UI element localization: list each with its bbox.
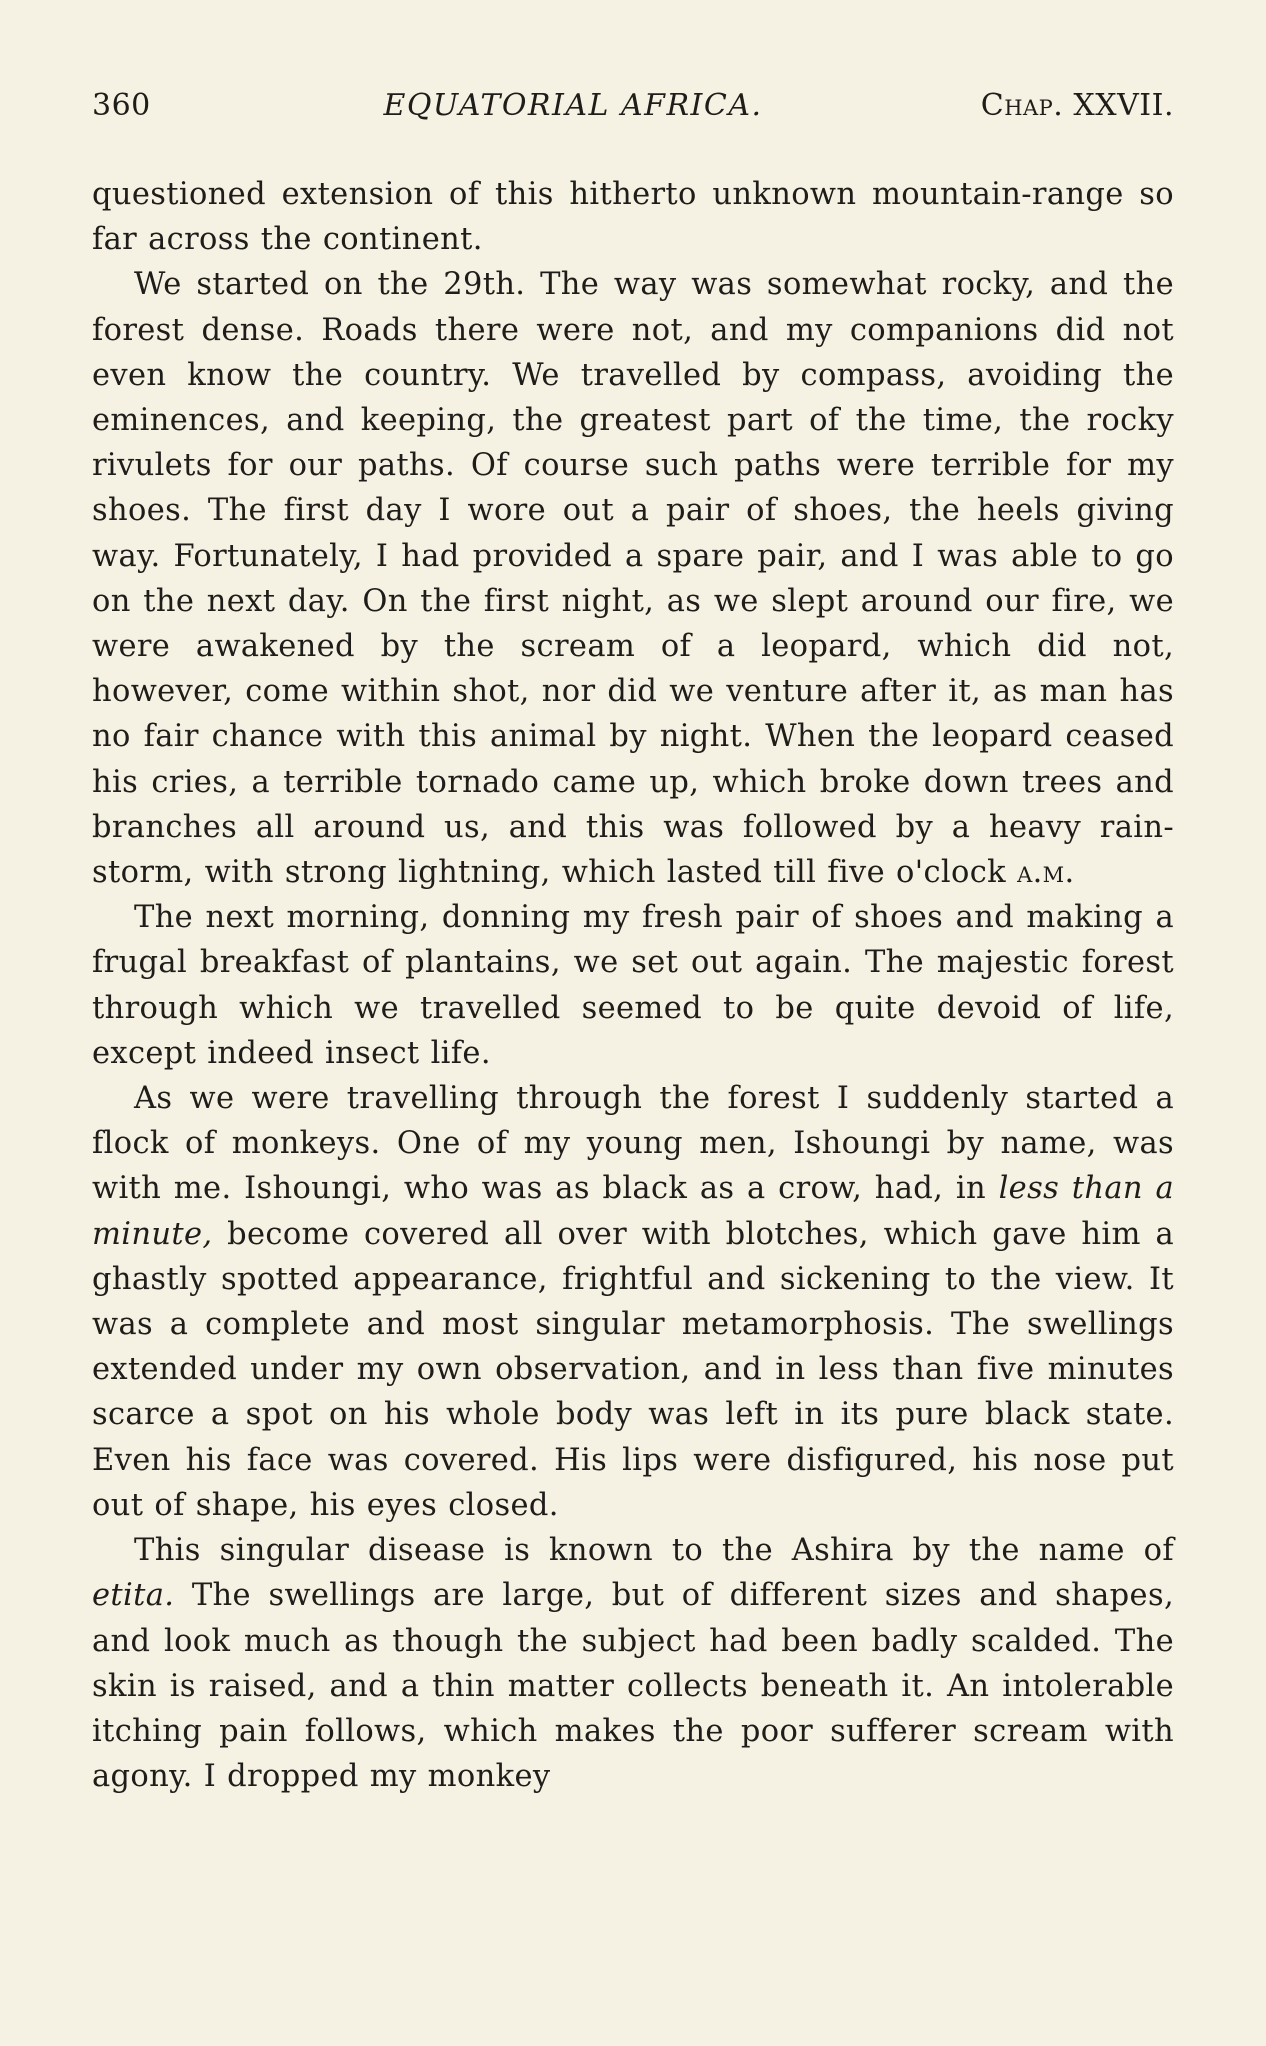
book-page <box>92 82 1174 2012</box>
italic-phrase: less than a minute, <box>92 1171 1175 1252</box>
paragraph-etita <box>92 1528 1174 1799</box>
page-number: 360 <box>92 88 151 123</box>
paragraph-ishoungi <box>92 1076 1174 1528</box>
paragraph-text: questioned extension of this hitherto unknown mountain-range so far across the continent. <box>92 177 1174 258</box>
italic-term: etita. <box>92 1578 175 1614</box>
paragraph-text-after: The swellings are large, but of different sizes and shapes, and look much as though the subject had been badly scalded. The skin is raised, and a thin matter collects beneath it. An intolerable itching pain follows, which makes the poor sufferer scream with agony. I dropped my monkey <box>92 1578 1175 1795</box>
paragraph-text-before: This singular disease is known to the Ashira by the name of <box>134 1533 1174 1569</box>
paragraph-continuation <box>92 172 1174 262</box>
paragraph-journey <box>92 262 1174 895</box>
paragraph-morning <box>92 895 1174 1076</box>
chapter-label: Chap. XXVII. <box>980 88 1174 123</box>
paragraph-text-before: As we were travelling through the forest I suddenly started a flock of monkeys. One of my young men, Ishoungi by name, was with me. Ishoungi, who was as black as a crow, had, in <box>92 1081 1174 1207</box>
paragraph-text: The next morning, donning my fresh pair of shoes and making a frugal breakfast of plantains, we set out again. The majestic forest through which we travelled seemed to be quite devoid of life, except indeed insect life. <box>92 900 1174 1071</box>
body-text <box>92 172 1174 1799</box>
paragraph-text: We started on the 29th. The way was somewhat rocky, and the forest dense. Roads there were not, and my companions did not even know the country. We travelled by compass, avoiding the eminences, and keeping, the greatest part of the time, the rocky rivulets for our paths. Of course such paths were terrible for my shoes. The first day I wore out a pair of shoes, the heels giving way. Fortunately, I had provided a spare pair, and I was able to go on the next day. On the first night, as we slept around our fire, we were awakened by the scream of a leopard, which did not, however, come within shot, nor did we venture after it, as man has no fair chance with this animal by night. When the leopard ceased his cries, a terrible tornado came up, which broke down trees and branches all around us, and this was followed by a heavy rain-storm, with strong lightning, which lasted till five o'clock <box>92 267 1174 891</box>
paragraph-text-after: become covered all over with blotches, which gave him a ghastly spotted appearance, frightful and sickening to the view. It was a complete and most singular metamorphosis. The swellings extended under my own observation, and in less than five minutes scarce a spot on his whole body was left in its pure black state. Even his face was covered. His lips were disfigured, his nose put out of shape, his eyes closed. <box>92 1216 1174 1523</box>
running-header <box>92 82 1174 130</box>
running-title: EQUATORIAL AFRICA. <box>383 88 763 123</box>
time-abbreviation: a.m. <box>1017 855 1075 891</box>
